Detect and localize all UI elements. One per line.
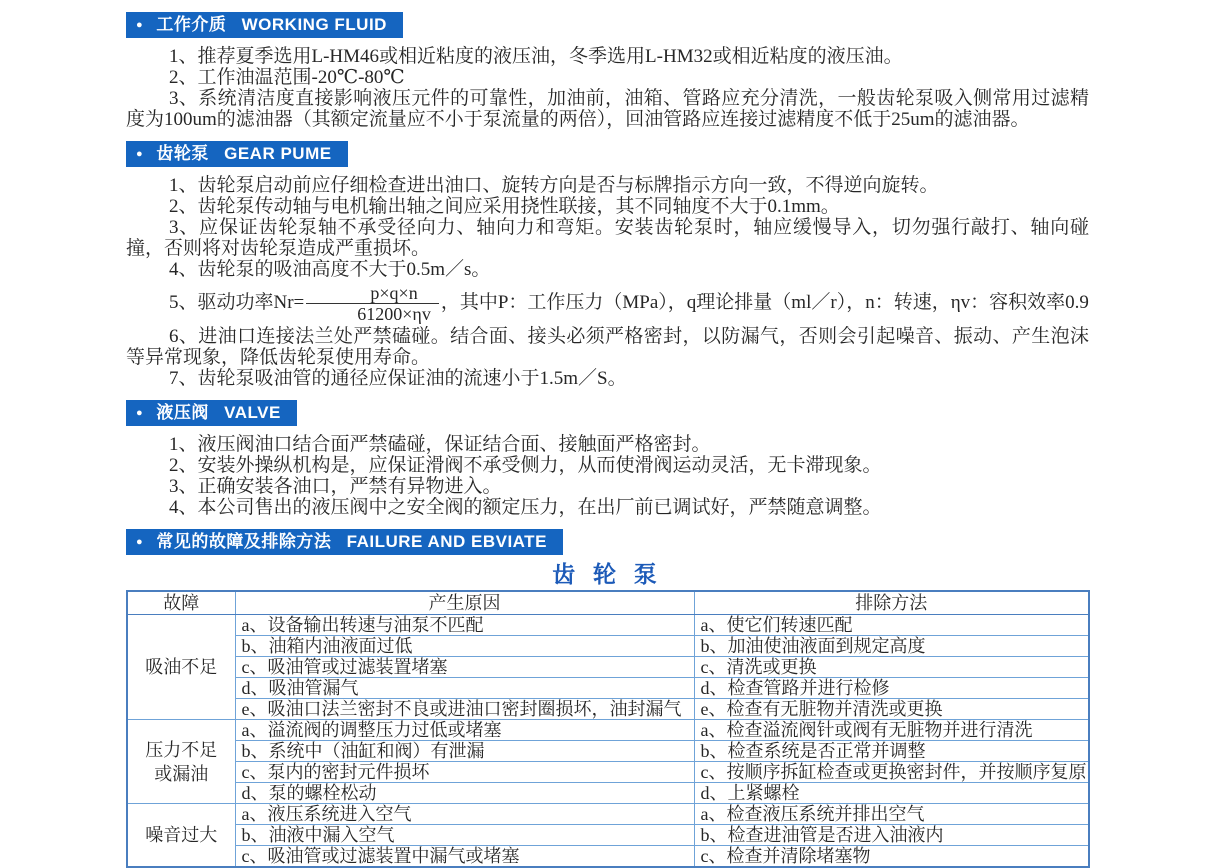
remedy-cell: a、检查液压系统并排出空气 — [694, 804, 1089, 825]
remedy-cell: e、检查有无脏物并清洗或更换 — [694, 699, 1089, 720]
remedy-cell: c、清洗或更换 — [694, 657, 1089, 678]
table-row — [127, 825, 1089, 846]
badge-label-zh: 齿轮泵 — [156, 144, 209, 163]
cause-cell: c、吸油管或过滤装置堵塞 — [235, 657, 694, 678]
remedy-cell: a、使它们转速匹配 — [694, 615, 1089, 636]
table-row — [127, 762, 1089, 783]
bullet-icon: ● — [136, 536, 144, 548]
remedy-cell: b、检查系统是否正常并调整 — [694, 741, 1089, 762]
table-header-row — [127, 591, 1089, 615]
cause-cell: e、吸油口法兰密封不良或进油口密封圈损坏，油封漏气 — [235, 699, 694, 720]
formula-suffix: ，其中P：工作压力（MPa），q理论排量（ml／r），n：转速，ηv：容积效率0.9 — [440, 291, 1089, 313]
section-badge-valve — [126, 400, 297, 426]
remedy-cell: b、检查进油管是否进入油液内 — [694, 825, 1089, 846]
cause-cell: d、吸油管漏气 — [235, 678, 694, 699]
formula-fraction — [306, 284, 439, 323]
section-valve-header — [126, 400, 1089, 426]
valve-item: 4、本公司售出的液压阀中之安全阀的额定压力，在出厂前已调试好，严禁随意调整。 — [169, 497, 882, 518]
gear-pump-item: 1、齿轮泵启动前应仔细检查进出油口、旋转方向是否与标牌指示方向一致，不得逆向旋转。 — [169, 175, 939, 196]
section-badge-failure — [126, 529, 563, 555]
cause-cell: b、系统中（油缸和阀）有泄漏 — [235, 741, 694, 762]
table-row — [127, 657, 1089, 678]
gear-pump-item: 3、应保证齿轮泵轴不承受径向力、轴向力和弯矩。安装齿轮泵时，轴应缓慢导入，切勿强行敲打、轴向碰撞，否则将对齿轮泵造成严重损坏。 — [126, 217, 1089, 259]
working-fluid-item: 2、工作油温范围-20℃-80℃ — [169, 67, 405, 88]
remedy-cell: d、检查管路并进行检修 — [694, 678, 1089, 699]
table-row — [127, 741, 1089, 762]
remedy-cell: a、检查溢流阀针或阀有无脏物并进行清洗 — [694, 720, 1089, 741]
section-badge-working-fluid — [126, 12, 403, 38]
fault-label: 或漏油 — [154, 763, 209, 784]
table-row — [127, 615, 1089, 636]
table-row — [127, 846, 1089, 868]
working-fluid-item: 3、系统清洁度直接影响液压元件的可靠性，加油前，油箱、管路应充分清洗，一般齿轮泵吸入侧常用过滤精度为100um的滤油器（其额定流量应不小于泵流量的两倍），回油管路应连接过滤精度不低于25um的滤油器。 — [126, 88, 1089, 130]
badge-label-en: GEAR PUME — [224, 144, 332, 163]
badge-label-en: VALVE — [224, 403, 281, 422]
section-working-fluid-header — [126, 12, 1089, 38]
fault-cell — [127, 720, 235, 804]
badge-label-zh: 工作介质 — [156, 15, 227, 34]
section-failure-header — [126, 529, 1089, 555]
col-header-fault: 故障 — [127, 591, 235, 615]
gear-pump-formula — [126, 284, 1089, 323]
badge-label-en: FAILURE AND EBVIATE — [346, 532, 547, 551]
cause-cell: c、吸油管或过滤装置中漏气或堵塞 — [235, 846, 694, 868]
document-content — [126, 0, 1089, 868]
col-header-cause: 产生原因 — [235, 591, 694, 615]
remedy-cell: c、检查并清除堵塞物 — [694, 846, 1089, 868]
working-fluid-item: 1、推荐夏季选用L-HM46或相近粘度的液压油，冬季选用L-HM32或相近粘度的液压油。 — [169, 46, 903, 67]
section-gear-pump-header — [126, 141, 1089, 167]
cause-cell: a、溢流阀的调整压力过低或堵塞 — [235, 720, 694, 741]
fault-label: 噪音过大 — [145, 825, 218, 845]
valve-item: 1、液压阀油口结合面严禁磕碰，保证结合面、接触面严格密封。 — [169, 434, 711, 455]
formula-numerator: p×q×n — [306, 284, 439, 304]
fault-label: 压力不足 — [145, 739, 218, 760]
table-row — [127, 783, 1089, 804]
cause-cell: a、设备输出转速与油泵不匹配 — [235, 615, 694, 636]
badge-label-zh: 液压阀 — [156, 403, 209, 422]
cause-cell: c、泵内的密封元件损坏 — [235, 762, 694, 783]
remedy-cell: c、按顺序拆缸检查或更换密封件，并按顺序复原 — [694, 762, 1089, 783]
table-title-gear-pump: 齿 轮 泵 — [552, 562, 663, 587]
valve-item: 3、正确安装各油口，严禁有异物进入。 — [169, 476, 502, 497]
gear-pump-item: 2、齿轮泵传动轴与电机输出轴之间应采用挠性联接，其不同轴度不大于0.1mm。 — [169, 196, 840, 217]
gear-pump-item: 7、齿轮泵吸油管的通径应保证油的流速小于1.5m／S。 — [169, 368, 627, 389]
cause-cell: d、泵的螺栓松动 — [235, 783, 694, 804]
table-row — [127, 678, 1089, 699]
cause-cell: b、油液中漏入空气 — [235, 825, 694, 846]
cause-cell: b、油箱内油液面过低 — [235, 636, 694, 657]
cause-cell: a、液压系统进入空气 — [235, 804, 694, 825]
valve-item: 2、安装外操纵机构是，应保证滑阀不承受侧力，从而使滑阀运动灵活，无卡滞现象。 — [169, 455, 882, 476]
bullet-icon: ● — [136, 148, 144, 160]
gear-pump-item: 6、进油口连接法兰处严禁磕碰。结合面、接头必须严格密封，以防漏气，否则会引起噪音、振动、产生泡沫等异常现象，降低齿轮泵使用寿命。 — [126, 326, 1089, 368]
formula-prefix: 5、驱动功率Nr= — [169, 291, 305, 313]
bullet-icon: ● — [136, 19, 144, 31]
fault-table — [126, 590, 1090, 868]
table-row — [127, 720, 1089, 741]
fault-cell — [127, 615, 235, 720]
gear-pump-item: 4、齿轮泵的吸油高度不大于0.5m／s。 — [169, 259, 491, 280]
fault-label: 吸油不足 — [145, 657, 218, 677]
badge-label-zh: 常见的故障及排除方法 — [156, 532, 332, 551]
remedy-cell: d、上紧螺栓 — [694, 783, 1089, 804]
bullet-icon: ● — [136, 407, 144, 419]
remedy-cell: b、加油使油液面到规定高度 — [694, 636, 1089, 657]
formula-denominator: 61200×ηv — [357, 304, 431, 324]
fault-cell — [127, 804, 235, 868]
col-header-remedy: 排除方法 — [694, 591, 1089, 615]
table-row — [127, 699, 1089, 720]
table-row — [127, 636, 1089, 657]
section-badge-gear-pump — [126, 141, 348, 167]
badge-label-en: WORKING FLUID — [241, 15, 387, 34]
table-row — [127, 804, 1089, 825]
